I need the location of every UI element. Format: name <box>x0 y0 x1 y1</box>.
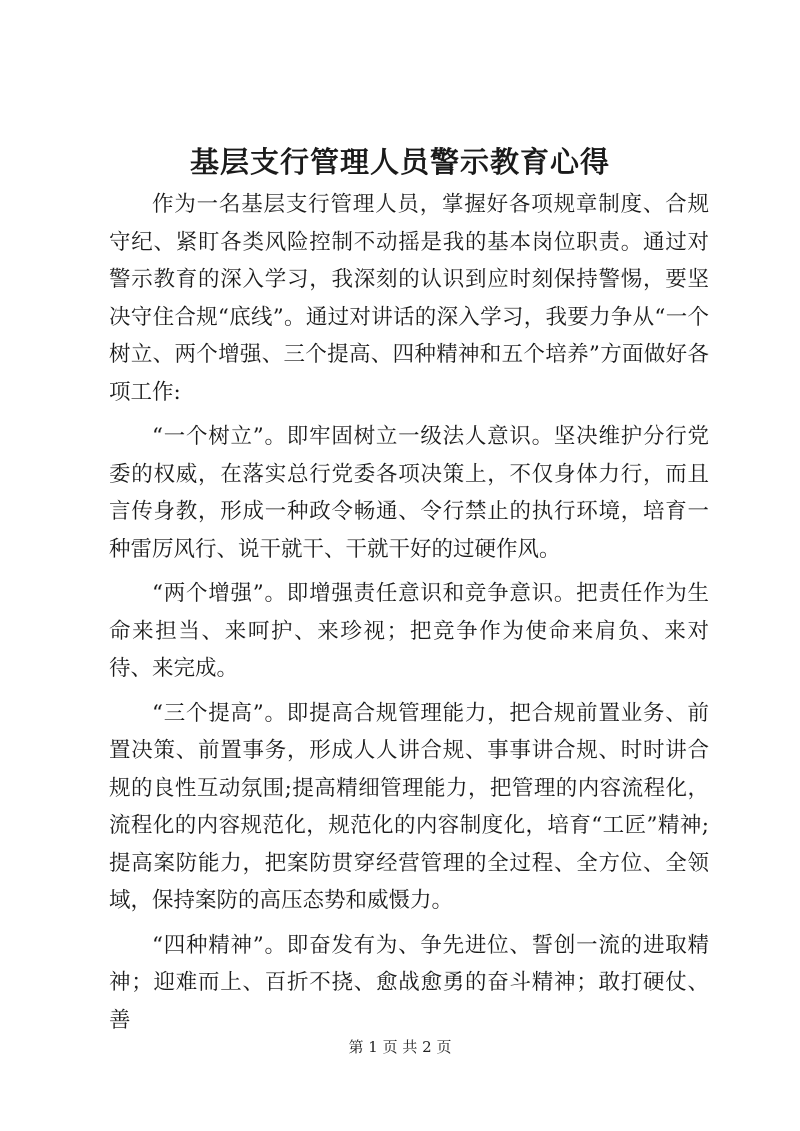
paragraph-four-spirits: “四种精神”。即奋发有为、争先进位、誓创一流的进取精神；迎难而上、百折不挠、愈战愈勇的奋斗精神；敢打硬仗、善 <box>109 932 709 1033</box>
paragraph-one-establishment: “一个树立”。即牢固树立一级法人意识。坚决维护分行党委的权威，在落实总行党委各项决策上，不仅身体力行，而且言传身教，形成一种政令畅通、令行禁止的执行环境，培育一种雷厉风行、说干就干、干就干好的过硬作风。 <box>109 424 709 562</box>
paragraph-intro: 作为一名基层支行管理人员，掌握好各项规章制度、合规守纪、紧盯各类风险控制不动摇是我的基本岗位职责。通过对警示教育的深入学习，我深刻的认识到应时刻保持警惕，要坚决守住合规“底线”。通过对讲话的深入学习，我要力争从“一个树立、两个增强、三个提高、四种精神和五个培养”方面做好各项工作: <box>109 192 709 405</box>
page-number-footer: 第 1 页 共 2 页 <box>348 1038 452 1056</box>
document-body <box>109 186 709 1046</box>
paragraph-two-strengthen: “两个增强”。即增强责任意识和竞争意识。把责任作为生命来担当、来呵护、来珍视；把竞争作为使命来肩负、来对待、来完成。 <box>109 581 709 681</box>
paragraph-three-improve: “三个提高”。即提高合规管理能力，把合规前置业务、前置决策、前置事务，形成人人讲合规、事事讲合规、时时讲合规的良性互动氛围;提高精细管理能力，把管理的内容流程化，流程化的内容规范化，规范化的内容制度化，培育“工匠”精神;提高案防能力，把案防贯穿经营管理的全过程、全方位、全领域，保持案防的高压态势和威慑力。 <box>109 700 709 913</box>
document-title: 基层支行管理人员警示教育心得 <box>189 145 610 179</box>
